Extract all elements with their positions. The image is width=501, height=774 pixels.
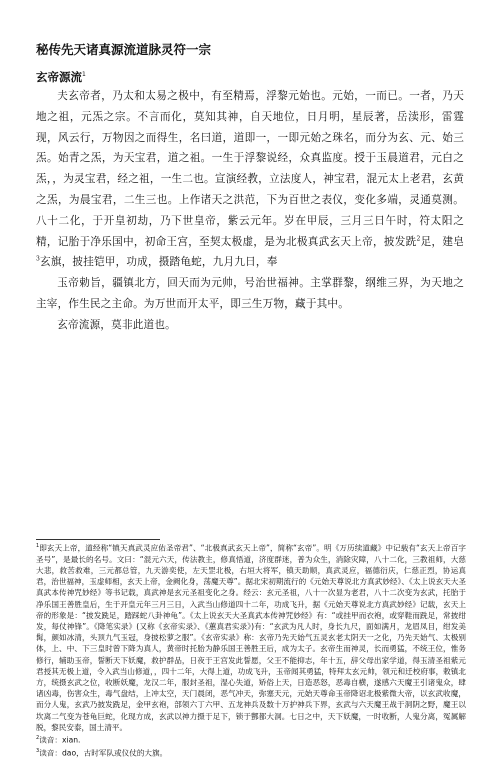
paragraph-1-part-2: 足，建皂 [420,235,464,248]
document-title: 秘传先天诸真源流道脉灵符一宗 [36,42,212,57]
paragraph-2: 玉帝勅旨，疆镇北方，回天而为元帅，号治世福神。主掌群黎，纲维三界，为天地之主宰，作生民之主命。为万世而开太平，即三生万物，藏于其中。 [36,277,464,310]
footnote-mark: 1 [36,543,40,549]
paragraph-1 [36,86,464,273]
footnote-mark: 2 [36,734,40,741]
footnote-mark: 3 [36,747,40,754]
footnote-ref-3[interactable]: 3 [36,255,41,263]
footnote-3 [36,746,466,759]
section-heading [36,67,466,85]
paragraph-1-part-3: 玄旗，披挂铠甲，功成，摄踏龟蛇，九月九日，奉 [40,256,278,269]
footnote-ref-2[interactable]: 2 [416,235,421,243]
paragraph-1-part-1: 夫玄帝者，乃太和太易之极中，有至精焉，浮黎元始也。元始，一而已。一者，乃天地之祖，元炁之宗。不言而化，莫知其神，自天地位，日月明，星辰著，岳渎形，雷霆现，风云行，万物因之而得生，名曰道，道即一，一即元始之珠名，而分为玄、元、始三炁。始青之炁，为天宝君，道之祖。一生于浮黎说经，众真监度。授于玉晨道君，元白之炁，，为灵宝君，经之祖，一生二也。宣演经教，立法度人，神宝君，混元太上老君，玄黄之炁，为晨宝君，二生三也。上作诸天之洪范，下为百世之表仪，变化多端，灵通莫测。八十二化，于开皇初劫，乃下世皇帝，紫云元年。岁在甲辰，三月三日午时，符太阳之精，记胎于净乐国中，初命王宫，至契太极虚，是为北极真武玄天上帝，披发跣 [36,90,464,248]
section-heading-text: 玄帝源流 [36,69,82,84]
body-text [36,86,464,336]
footnote-text: 即玄天上帝，道经称“镇天真武灵应佑圣帝君”、“北极真武玄天上帝”，简称“玄帝”。明《万历续道藏》中记载有“玄天上帝百字圣号”，是最长的名号。文曰：“混元六天，传法教主，修真悟道，济度群迷，普为众生，消除灾障，八十二化，三教祖师，大慈大悲，救苦救难，三元都总管，九天游奕使，左天罡北极，右垣大将军，镇天助顺，真武灵应，福德衍庆，仁慈正烈，协运真君，治世福神，玉虚师相，玄天上帝，金阙化身，荡魔天尊”。据北宋初期流行的《元始天尊说北方真武妙经》、《太上说玄天大圣真武本传神咒妙经》等书记载，真武神是玄元圣祖变化之身。经云：玄元圣祖，八十一次显为老君，八十二次变为玄武，托胎于净乐国王善胜皇后，生于开皇元年三月三日，入武当山修道四十二年，功成飞升，据《元始天尊说北方真武妙经》记载，玄天上帝的形象是：“披发跣足，踏踩蛇八卦神龟”。《太上说玄天大圣真武本传神咒妙经》有：“或挂甲而衣袍，或穿鞋而跣足，常披绀发，每仗神锋”。《降笔实录》(又称《玄帝实录》、《蕙真君实录》)有：“玄武为凡人时，身长九尺，面如满月，龙眉凤目，绀发美髯，颜如冰清，头顶九气玉冠，身披松萝之服”。《玄帝实录》称：玄帝乃先天始气五灵玄老太阴天一之化，乃先天始气、太极别体，上、中、下三皇时曾下降为真人，黄帝时托胎为静乐国王善胜王后，成为太子。玄帝生而神灵，长而勇猛，不统王位，惟务修行，辅助玉帝，誓断天下妖魔，救护群品，日夜于王宫发此誓愿，父王不能抑志，年十五，辞父母出家学道，得玉清圣祖紫元君授其无极上道，令入武当山修道，，四十二年，大得上道，功成飞升，玉帝闻其勇猛，特拜太玄元帅，领元和迁校府事，敕镇北方，统摄玄武之位，收断妖魔，龙汉二年，服封圣祖，湿心失道，矫俗上天，日造恶怒，恶毒自横，遂感六天魔王引诸鬼众，肆诸凶毒，伤害众生，毒气盘结，上冲太空，天门晨闭，恶气冲天，弥塞天元，元始天尊命玉帝降诏北极紫微大帝，以玄武收魔，而分人鬼，玄武乃披发跣足，金甲玄袍，部领六丁六甲、五龙神兵及数十万护神兵下界，玄武与六天魔王战于洞阴之野，魔王以坎离二气变为苍龟巨蛇，化现方成，玄武以神力摄于足下，锁于酆都大洞。七日之中，天下妖魔，一时收断，人鬼分离，冤属解脱，黎民安泰，国土清平。 [36,543,466,732]
footnote-text: 读音：dao，古时军队或仪仗的大旗。 [39,748,168,758]
footnote-1 [36,541,466,733]
footnote-ref-1[interactable]: 1 [82,71,86,78]
paragraph-3: 玄帝流源，莫非此道也。 [57,318,176,331]
footnote-text: 读音：xian. [39,735,81,745]
footnote-2 [36,733,466,746]
footnotes [36,541,466,758]
footnote-divider [36,539,160,540]
